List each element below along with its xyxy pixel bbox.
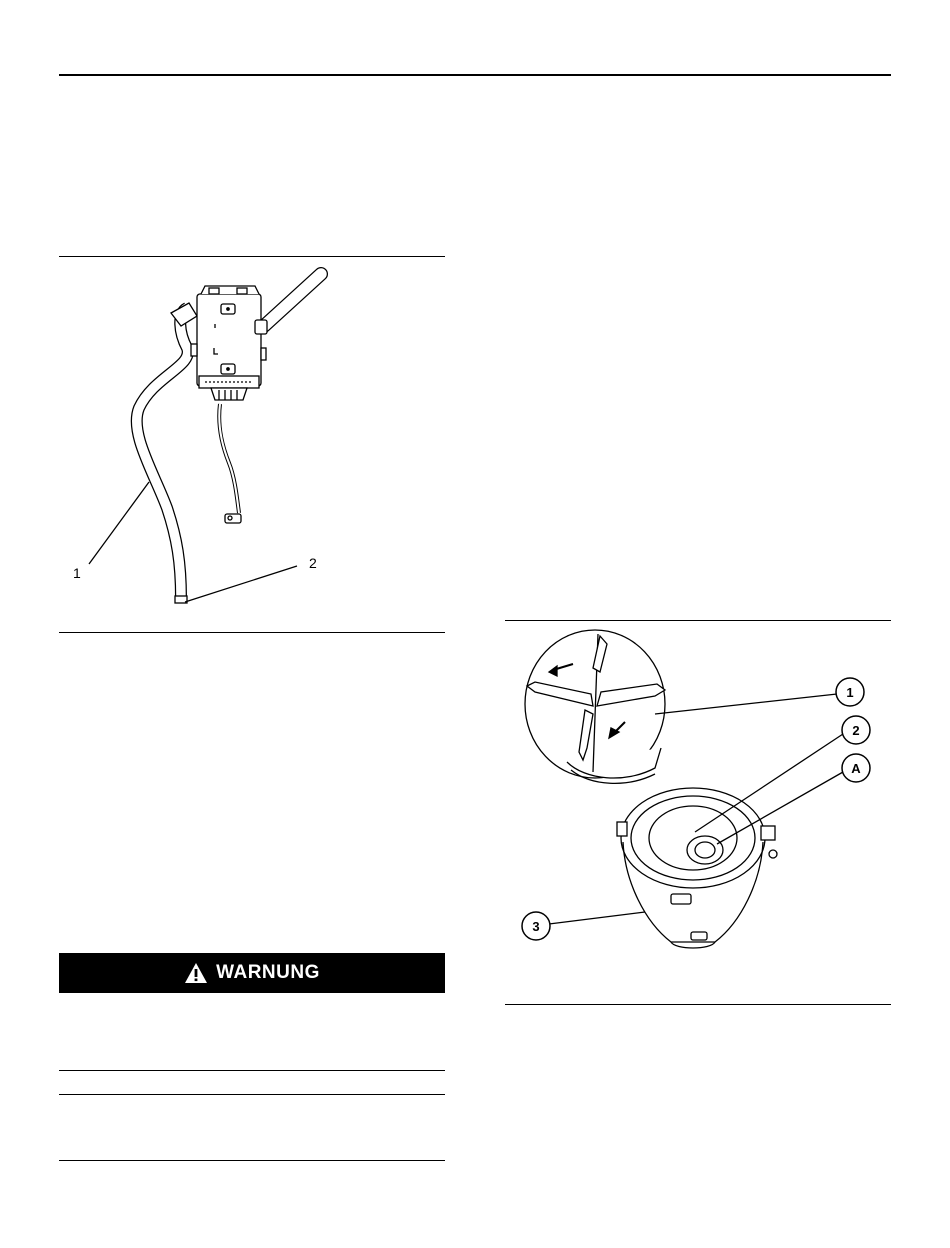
warning-rule-3 bbox=[59, 1160, 445, 1161]
figure2-callout-3: 3 bbox=[532, 919, 540, 934]
warning-triangle-icon bbox=[184, 962, 208, 984]
warning-rule-1 bbox=[59, 1070, 445, 1071]
figure1-callout-1: 1 bbox=[73, 565, 81, 581]
warning-banner bbox=[59, 953, 445, 993]
figure1-callout-2: 2 bbox=[309, 555, 317, 571]
figure2-filter-cap-illustration bbox=[505, 622, 891, 1002]
figure1-bottom-rule bbox=[59, 632, 445, 633]
figure2-callout-a: A bbox=[851, 761, 861, 776]
figure2-callout-2: 2 bbox=[852, 723, 860, 738]
figure2-bottom-rule bbox=[505, 1004, 891, 1005]
header-rule bbox=[59, 74, 891, 76]
warning-label: WARNUNG bbox=[216, 962, 320, 983]
figure1-top-rule bbox=[59, 256, 445, 257]
figure1-hose-illustration bbox=[59, 258, 445, 630]
figure2-top-rule bbox=[505, 620, 891, 621]
warning-rule-2 bbox=[59, 1094, 445, 1095]
figure2-callout-1: 1 bbox=[846, 685, 854, 700]
